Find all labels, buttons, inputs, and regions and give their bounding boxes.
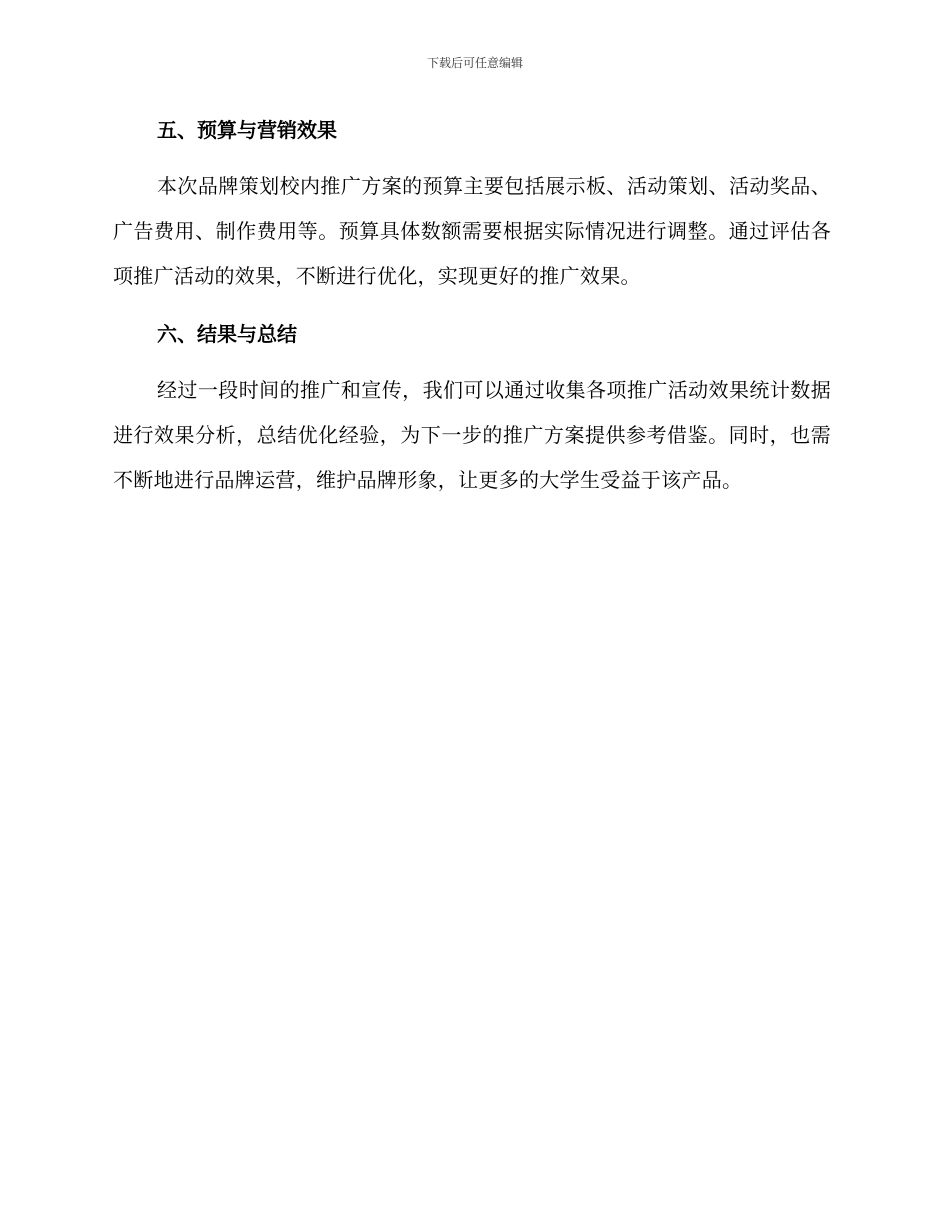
section-paragraph-summary: 经过一段时间的推广和宣传，我们可以通过收集各项推广活动效果统计数据进行效果分析，总结优化经验，为下一步的推广方案提供参考借鉴。同时，也需不断地进行品牌运营，维护品牌形象，让更多的大学生受益于该产品。 [113,378,831,492]
document-content [113,110,831,503]
header-note: 下载后可任意编辑 [426,56,523,70]
section-heading-summary: 六、结果与总结 [157,322,297,346]
section-heading-budget: 五、预算与营销效果 [157,118,337,142]
section-paragraph-budget: 本次品牌策划校内推广方案的预算主要包括展示板、活动策划、活动奖品、广告费用、制作费用等。预算具体数额需要根据实际情况进行调整。通过评估各项推广活动的效果，不断进行优化，实现更好的推广效果。 [113,174,831,288]
